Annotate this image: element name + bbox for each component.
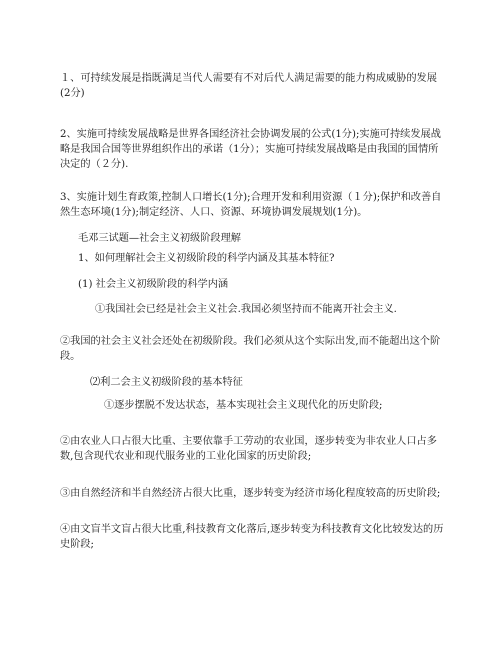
subheading-scientific-connotation: (1) 社会主义初级阶段的科学内涵 [78,279,229,290]
feature-1: ①逐步摆脱不发达状态，基本实现社会主义现代化的历史阶段; [104,400,383,411]
paragraph-strategy-reasons: 2、实施可持续发展战略是世界各国经济社会协调发展的公式(1分);实施可持续发展战略是我国合国等世界组织作出的承诺（1分）；实施可持续发展战略是由我国的国情所决定的（２分). [60,129,441,170]
question-heading: 1、如何理解社会主义初级阶段的科学内涵及其基本特征? [78,253,335,264]
subheading-basic-features: ⑵利二会主义初级阶段的基本特征 [90,377,243,388]
section-heading: 毛邓三试题—社会主义初级阶段理解 [78,233,241,244]
feature-4: ④由文盲半文盲占很大比重,科技教育文化落后,逐步转变为科技教育文化比较发达的历史阶段; [60,524,444,550]
point-primary-stage: ②我国的社会主义社会还处在初级阶段。我们必须从这个实际出发,而不能超出这个阶段。 [60,336,441,362]
point-socialist-society: ①我国社会已经是社会主义社会.我国必须坚持而不能离开社会主义. [95,304,397,315]
paragraph-sustainable-definition: １、可持续发展是指既满足当代人需要有不对后代人满足需要的能力构成威胁的发展(2分) [60,73,437,99]
feature-3: ③由自然经济和半自然经济占很大比重，逐步转变为经济市场化程度较高的历史阶段; [60,488,441,499]
feature-2: ②由农业人口占很大比重、主要依靠手工劳动的农业国，逐步转变为非农业人口占多数,包含现代农业和现代服务业的工业化国家的历史阶段; [60,436,437,462]
paragraph-implementation-measures: 3、实施计划生育政策,控制人口增长(1分);合理开发和利用资源（１分);保护和改善自然生态环境(1分);制定经济、人口、资源、环境协调发展规划(1分)。 [60,192,442,218]
